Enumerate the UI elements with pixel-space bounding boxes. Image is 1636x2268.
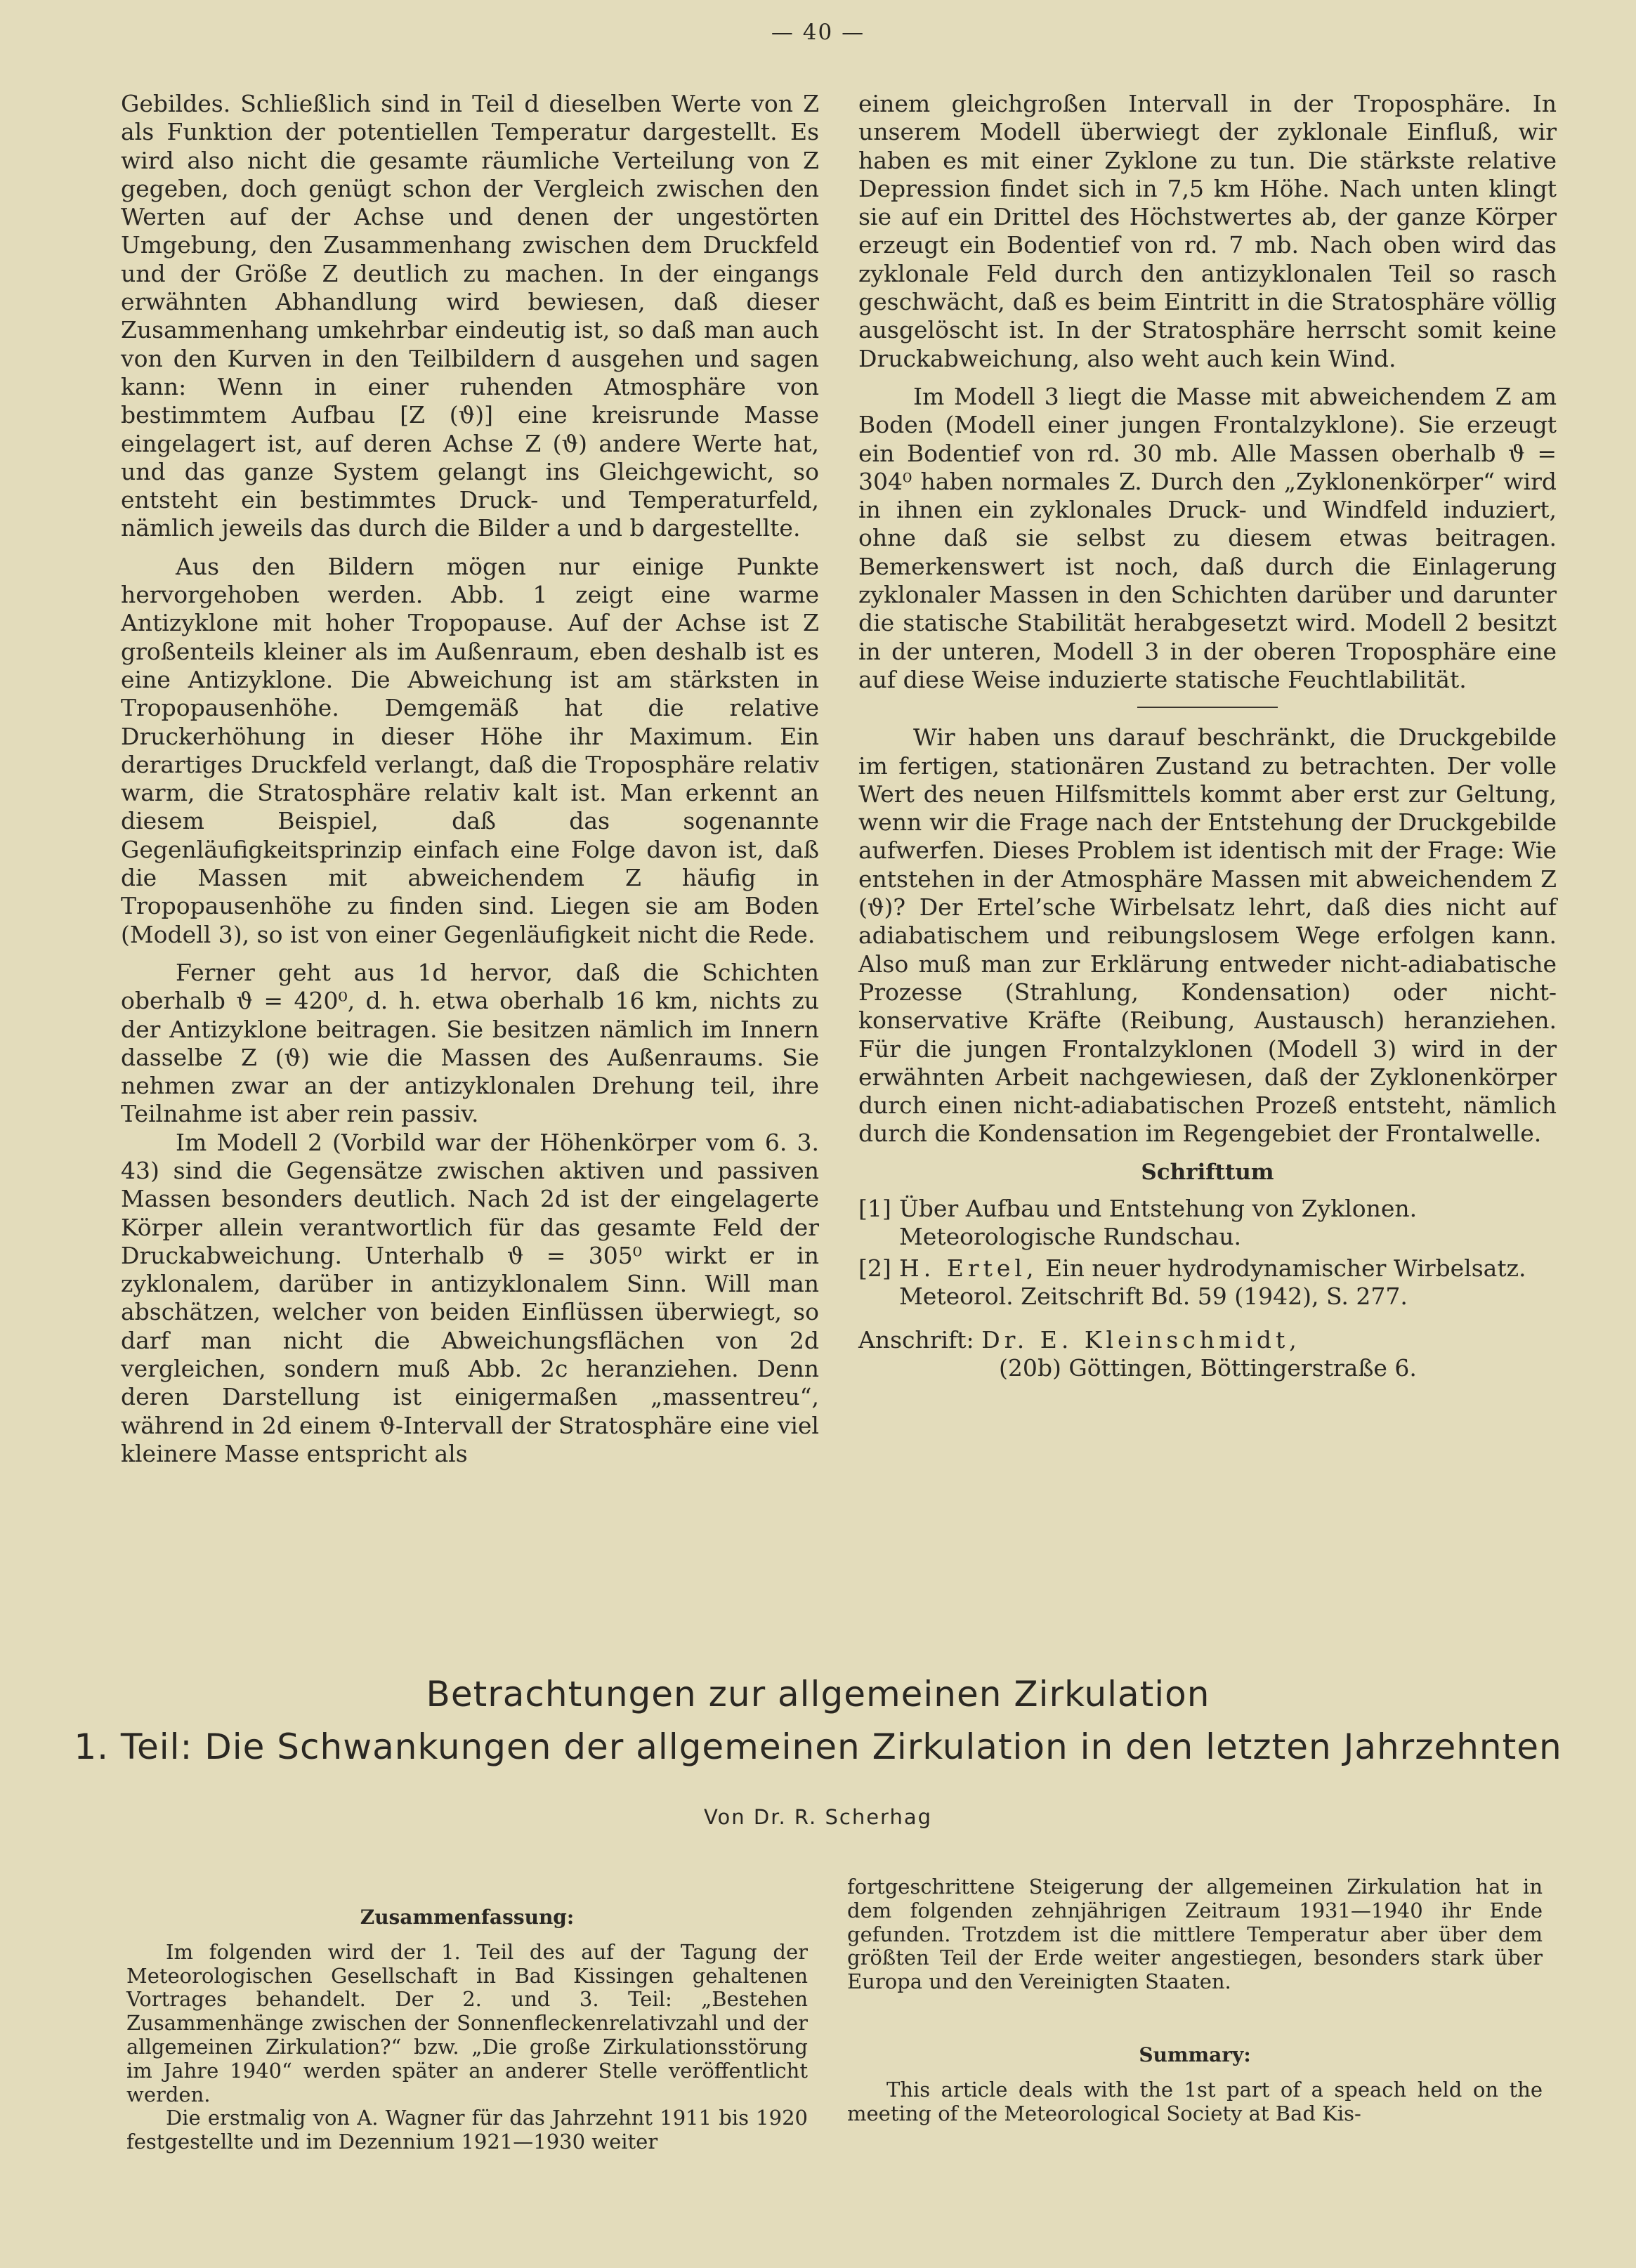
article-title: Betrachtungen zur allgemeinen Zirkulation: [426, 1674, 1210, 1715]
reference-number: [2]: [858, 1254, 891, 1282]
paragraph: Gebildes. Schließlich sind in Teil d dieselben Werte von Z als Funktion der potentiellen Temperatur dargestellt. Es wird also nicht die gesamte räumliche Verteilung von Z gegeben, doch genügt schon der Vergleich zwischen den Werten auf der Achse und denen der ungestörten Umgebung, den Zusammenhang zwischen dem Druckfeld und der Größe Z deutlich zu machen. In der eingangs erwähnten Abhandlung wird bewiesen, daß dieser Zusammenhang umkehrbar eindeutig ist, so daß man auch von den Kurven in den Teilbildern d ausgehen und sagen kann: Wenn in einer ruhenden Atmosphäre von bestimmtem Aufbau [Z (ϑ)] eine kreisrunde Masse eingelagert ist, auf deren Achse Z (ϑ) andere Werte hat, und das ganze System gelangt ins Gleichgewicht, so entsteht ein bestimmtes Druck- und Temperaturfeld, nämlich jeweils das durch die Bilder a und b dargestellte.: [121, 90, 819, 542]
author-address: [858, 1326, 1557, 1383]
paragraph: Aus den Bildern mögen nur einige Punkte hervorgehoben werden. Abb. 1 zeigt eine warme Antizyklone mit hoher Tropopause. Auf der Achse ist Z großenteils kleiner als im Außenraum, eben deshalb ist es eine Antizyklone. Die Abweichung ist am stärksten in Tropopausenhöhe. Demgemäß hat die relative Druckerhöhung in dieser Höhe ihr Maximum. Ein derartiges Druckfeld verlangt, daß die Troposphäre relativ warm, die Stratosphäre relativ kalt ist. Man erkennt an diesem Beispiel, daß das sogenannte Gegenläufigkeitsprinzip einfach eine Folge davon ist, daß die Massen mit abweichendem Z häufig in Tropopausenhöhe zu finden sind. Liegen sie am Boden (Modell 3), so ist von einer Gegenläufigkeit nicht die Rede.: [121, 552, 819, 948]
paragraph: fortgeschrittene Steigerung der allgemeinen Zirkulation hat in dem folgenden zehnjährigen Zeitraum 1931—1940 ihr Ende gefunden. Trotzdem ist die mittlere Temperatur aber über dem größten Teil der Erde weiter angestiegen, besonders stark über Europa und den Vereinigten Staaten.: [847, 1875, 1543, 1994]
reference-title: Ein neuer hydrodynamischer Wirbelsatz. Meteorol. Zeitschrift Bd. 59 (1942), S. 277.: [899, 1254, 1526, 1310]
paragraph: Ferner geht aus 1d hervor, daß die Schichten oberhalb ϑ = 420⁰, d. h. etwa oberhalb 16 km, nichts zu der Antizyklone beitragen. Sie besitzen nämlich im Innern dasselbe Z (ϑ) wie die Massen des Außenraums. Sie nehmen zwar an der antizyklonalen Drehung teil, ihre Teilnahme ist aber rein passiv.: [121, 958, 819, 1128]
article-subtitle: 1. Teil: Die Schwankungen der allgemeinen Zirkulation in den letzten Jahrzehnten: [74, 1726, 1562, 1767]
article1-left-column: [121, 90, 819, 1468]
paragraph: Im folgenden wird der 1. Teil des auf der Tagung der Meteorologischen Gesellschaft in Bad Kissingen gehaltenen Vortrages behandelt. Der 2. und 3. Teil: „Bestehen Zusammenhänge zwischen der Sonnenfleckenrelativzahl und der allgemeinen Zirkulation?“ bzw. „Die große Zirkulationsstörung im Jahre 1940“ werden später an anderer Stelle veröffentlicht werden.: [126, 1939, 808, 2106]
article1-right-column: [858, 90, 1557, 1383]
article2-right-column: [847, 1875, 1543, 2125]
paragraph: This article deals with the 1st part of a speach held on the meeting of the Meteorological Society at Bad Kis-: [847, 2077, 1543, 2125]
summary-en-heading: Summary:: [1139, 2043, 1251, 2066]
paragraph: Im Modell 2 (Vorbild war der Höhenkörper vom 6. 3. 43) sind die Gegensätze zwischen aktiven und passiven Massen besonders deutlich. Nach 2d ist der eingelagerte Körper allein verantwortlich für das gesamte Feld der Druckabweichung. Unterhalb ϑ = 305⁰ wirkt er in zyklonalem, darüber in antizyklonalem Sinn. Will man abschätzen, welcher von beiden Einflüssen überwiegt, so darf man nicht die Abweichungsflächen von 2d vergleichen, sondern muß Abb. 2c heranziehen. Denn deren Darstellung ist einigermaßen „massentreu“, während in 2d einem ϑ-Intervall der Stratosphäre eine viel kleinere Masse entspricht als: [121, 1128, 819, 1467]
reference-text: Über Aufbau und Entstehung von Zyklonen. Meteorologische Rundschau.: [899, 1194, 1418, 1251]
paragraph: Die erstmalig von A. Wagner für das Jahrzehnt 1911 bis 1920 festgestellte und im Dezennium 1921—1930 weiter: [126, 2106, 808, 2154]
section-divider: [1137, 707, 1278, 708]
paragraph: einem gleichgroßen Intervall in der Troposphäre. In unserem Modell überwiegt der zyklonale Einfluß, wir haben es mit einer Zyklone zu tun. Die stärkste relative Depression findet sich in 7,5 km Höhe. Nach unten klingt sie auf ein Drittel des Höchstwertes ab, der ganze Körper erzeugt ein Bodentief von rd. 7 mb. Nach oben wird das zyklonale Feld durch den antizyklonalen Teil so rasch geschwächt, daß es beim Eintritt in die Stratosphäre völlig ausgelöscht ist. In der Stratosphäre herrscht somit keine Druckabweichung, also weht auch kein Wind.: [858, 90, 1557, 372]
paragraph: Im Modell 3 liegt die Masse mit abweichendem Z am Boden (Modell einer jungen Frontalzyklone). Sie erzeugt ein Bodentief von rd. 30 mb. Alle Massen oberhalb ϑ = 304⁰ haben normales Z. Durch den „Zyklonenkörper“ wird in ihnen ein zyklonales Druck- und Windfeld induziert, ohne daß sie selbst zu diesem etwas beitragen. Bemerkenswert ist noch, daß durch die Einlagerung zyklonaler Massen in den Schichten darüber und darunter die statische Stabilität herabgesetzt wird. Modell 2 besitzt in der unteren, Modell 3 in der oberen Troposphäre eine auf diese Weise induzierte statische Feuchtlabilität.: [858, 382, 1557, 693]
address-name: Dr. E. Kleinschmidt,: [981, 1326, 1301, 1354]
summary-de-heading: Zusammenfassung:: [360, 1906, 575, 1929]
reference-item: [858, 1195, 1557, 1252]
reference-item: [858, 1254, 1557, 1311]
reference-number: [1]: [858, 1194, 891, 1222]
reference-author: H. Ertel,: [899, 1254, 1038, 1282]
address-label: Anschrift:: [858, 1326, 974, 1354]
article-author: Von Dr. R. Scherhag: [703, 1805, 933, 1829]
article2-left-column: [126, 1899, 808, 2154]
page-number: — 40 —: [771, 20, 865, 45]
paragraph: Wir haben uns darauf beschränkt, die Druckgebilde im fertigen, stationären Zustand zu betrachten. Der volle Wert des neuen Hilfsmittels kommt aber erst zur Geltung, wenn wir die Frage nach der Entstehung der Druckgebilde aufwerfen. Dieses Problem ist identisch mit der Frage: Wie entstehen in der Atmosphäre Massen mit abweichendem Z (ϑ)? Der Ertel’sche Wirbelsatz lehrt, daß dies nicht auf adiabatischem und reibungslosem Wege erfolgen kann. Also muß man zur Erklärung entweder nicht-adiabatische Prozesse (Strahlung, Kondensation) oder nicht-konservative Kräfte (Reibung, Austausch) heranziehen. Für die jungen Frontalzyklonen (Modell 3) wird in der erwähnten Arbeit nachgewiesen, daß der Zyklonenkörper durch einen nicht-adiabatischen Prozeß entsteht, nämlich durch die Kondensation im Regengebiet der Frontalwelle.: [858, 723, 1557, 1148]
references-heading: Schrifttum: [1141, 1159, 1274, 1185]
address-line: (20b) Göttingen, Böttingerstraße 6.: [999, 1354, 1417, 1382]
reference-text: [899, 1254, 1557, 1311]
